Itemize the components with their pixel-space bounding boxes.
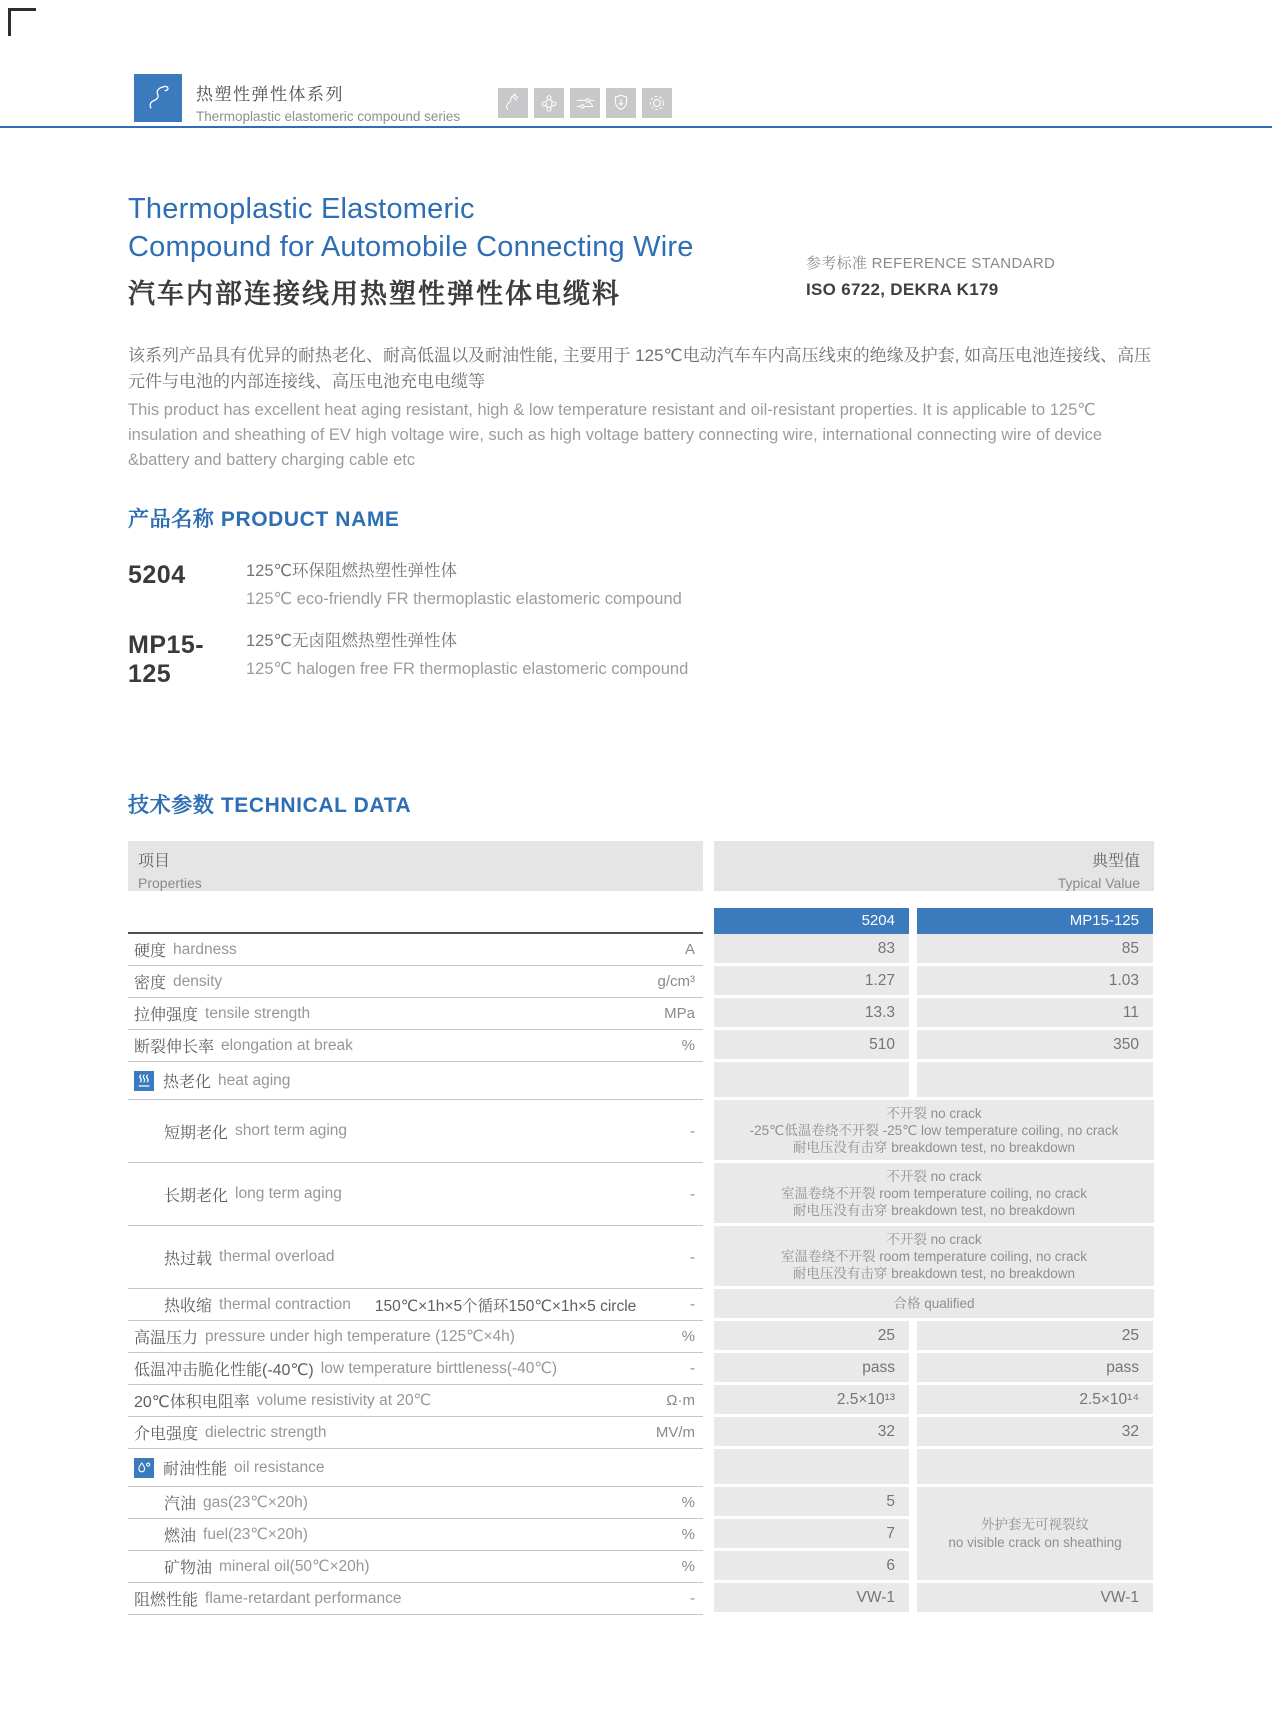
property-label-zh: 热收缩	[164, 1298, 213, 1315]
property-label-en: volume resistivity at 20℃	[256, 1392, 431, 1409]
value-mp15-125-merged	[917, 1487, 1153, 1580]
table-row	[128, 1385, 1154, 1417]
row-label-cell	[128, 1321, 703, 1353]
table-section-row	[128, 1062, 1154, 1100]
typical-value-header-en: Typical Value	[1057, 875, 1140, 891]
header-divider	[0, 126, 1272, 128]
table-row	[128, 1226, 1154, 1289]
property-unit: Ω·m	[666, 1392, 695, 1409]
merged-value-line: 合格 qualified	[893, 1296, 975, 1311]
row-label-cell	[128, 1030, 703, 1062]
series-title-en: Thermoplastic elastomeric compound series	[196, 109, 461, 124]
property-label-en: flame-retardant performance	[205, 1589, 402, 1607]
property-label-en: fuel(23℃×20h)	[203, 1526, 308, 1543]
property-label-zh: 矿物油	[164, 1560, 213, 1577]
gear-icon	[642, 88, 672, 118]
oil-resistance-group	[128, 1487, 1154, 1583]
merged-value-line: 不开裂 no crack	[886, 1105, 982, 1121]
table-row	[128, 998, 1154, 1030]
table-row	[128, 1551, 909, 1583]
merged-value	[714, 1163, 1154, 1223]
row-label-cell	[128, 1385, 703, 1417]
property-label-en: elongation at break	[221, 1036, 353, 1054]
merged-value-line: 耐电压没有击穿 breakdown test, no breakdown	[792, 1265, 1076, 1281]
properties-header-en: Properties	[138, 875, 202, 891]
product-intro-en: This product has excellent heat aging resistant, high & low temperature resistant and oil-resistant properties. It is applicable to 125℃ insulation and sheathing of EV high voltage wire, such as high voltage battery connecting wire, international connecting wire of device &battery and battery charging cable etc	[128, 401, 1103, 469]
property-label-zh: 长期老化	[164, 1187, 229, 1205]
column-header-5204: 5204	[714, 908, 909, 934]
row-label-cell	[128, 1163, 703, 1226]
property-label-zh: 热老化	[163, 1074, 212, 1091]
property-unit: -	[690, 1296, 695, 1313]
property-label-zh: 介电强度	[134, 1426, 199, 1443]
property-label-zh: 断裂伸长率	[134, 1039, 215, 1056]
value-5204	[714, 1449, 909, 1484]
table-row	[128, 1487, 909, 1519]
page-title-en-line1: Thermoplastic Elastomeric	[128, 193, 475, 225]
product-intro	[128, 343, 1154, 473]
value-5204: 1.27	[714, 966, 909, 995]
merged-value-line: 室温卷绕不开裂 room temperature coiling, no crack	[780, 1185, 1088, 1201]
property-label-en: thermal overload	[219, 1248, 335, 1265]
table-row	[128, 1519, 909, 1551]
circuit-icon	[570, 88, 600, 118]
value-5204: 2.5×10¹³	[714, 1385, 909, 1414]
header-icon-row	[498, 88, 672, 118]
row-label-cell	[128, 1289, 703, 1321]
value-mp15-125: 25	[917, 1321, 1153, 1350]
value-5204: 510	[714, 1030, 909, 1059]
property-label-zh: 热过载	[164, 1250, 213, 1268]
row-label-cell	[128, 1449, 703, 1487]
property-label-zh: 密度	[134, 975, 167, 992]
property-label-zh: 燃油	[164, 1528, 197, 1545]
oil-resistance-rows	[128, 1487, 909, 1583]
property-label-zh: 短期老化	[164, 1124, 229, 1142]
product-name-heading: 产品名称 PRODUCT NAME	[128, 508, 400, 531]
row-label-cell	[128, 1226, 703, 1289]
value-5204: 25	[714, 1321, 909, 1350]
reference-standard-value: ISO 6722, DEKRA K179	[806, 280, 999, 299]
property-unit: g/cm³	[657, 973, 695, 990]
property-label-en: short term aging	[235, 1122, 348, 1139]
value-5204: 83	[714, 934, 909, 963]
row-label-cell	[128, 998, 703, 1030]
property-label-en: oil resistance	[234, 1458, 325, 1476]
product-description-zh: 125℃无卤阻燃热塑性弹性体	[246, 632, 458, 650]
value-mp15-125: 1.03	[917, 966, 1153, 995]
value-5204: 13.3	[714, 998, 909, 1027]
technical-table-body	[128, 934, 1154, 1615]
property-label-zh: 耐油性能	[163, 1461, 228, 1478]
table-row	[128, 1100, 1154, 1163]
row-label-cell	[128, 1353, 703, 1385]
property-unit: %	[681, 1494, 695, 1511]
property-label-en: mineral oil(50℃×20h)	[219, 1558, 370, 1575]
product-description	[246, 627, 688, 689]
value-5204	[714, 1062, 909, 1097]
value-5204: 6	[714, 1551, 909, 1580]
page-title-en-line2: Compound for Automobile Connecting Wire	[128, 231, 694, 263]
value-5204: pass	[714, 1353, 909, 1382]
product-description	[246, 557, 682, 609]
product-item	[128, 557, 1154, 609]
reference-standard-label: 参考标准 REFERENCE STANDARD	[806, 255, 1056, 272]
product-intro-zh: 该系列产品具有优异的耐热老化、耐高低温以及耐油性能, 主要用于 125℃电动汽车车内高压线束的绝缘及护套, 如高压电池连接线、高压元件与电池的内部连接线、高压电池充电电缆等	[128, 346, 1152, 391]
column-header-mp15-125: MP15-125	[917, 908, 1153, 934]
table-row	[128, 1353, 1154, 1385]
value-mp15-125	[917, 1062, 1153, 1097]
property-unit: MV/m	[655, 1424, 695, 1441]
page-content	[128, 190, 1154, 1615]
shield-icon	[606, 88, 636, 118]
crop-corner-mark	[8, 8, 36, 36]
product-code: MP15-125	[128, 631, 205, 688]
value-5204: VW-1	[714, 1583, 909, 1612]
properties-header-zh: 项目	[138, 853, 171, 870]
value-mp15-125: 11	[917, 998, 1153, 1027]
table-row	[128, 966, 1154, 998]
table-row	[128, 934, 1154, 966]
value-mp15-125: 350	[917, 1030, 1153, 1059]
table-row	[128, 1583, 1154, 1615]
property-label-en: density	[173, 972, 223, 990]
row-label-cell	[128, 966, 703, 998]
row-label-cell	[128, 1551, 703, 1583]
property-label-en: pressure under high temperature (125℃×4h)	[205, 1328, 515, 1345]
table-row	[128, 1289, 1154, 1321]
table-row	[128, 1163, 1154, 1226]
property-label-zh: 拉伸强度	[134, 1007, 199, 1024]
property-label-zh: 高温压力	[134, 1330, 199, 1347]
property-label-zh: 阻燃性能	[134, 1592, 199, 1609]
table-column-header-row	[128, 908, 1154, 934]
page-title-zh: 汽车内部连接线用热塑性弹性体电缆料	[128, 279, 621, 309]
merged-value-line: 不开裂 no crack	[886, 1231, 982, 1247]
series-title	[196, 80, 460, 124]
row-label-cell	[128, 1100, 703, 1163]
technical-data-heading: 技术参数 TECHNICAL DATA	[128, 794, 412, 817]
properties-header	[128, 841, 703, 891]
property-unit: MPa	[664, 1005, 695, 1022]
value-mp15-125: 32	[917, 1417, 1153, 1446]
property-label-en: heat aging	[218, 1071, 291, 1089]
merged-value-line: 不开裂 no crack	[886, 1168, 982, 1184]
property-unit: -	[690, 1185, 695, 1203]
property-unit: %	[681, 1526, 695, 1543]
property-unit: -	[690, 1122, 695, 1140]
product-description-zh: 125℃环保阻燃热塑性弹性体	[246, 562, 458, 580]
property-label-en: hardness	[173, 940, 237, 958]
table-row	[128, 1030, 1154, 1062]
table-row	[128, 1417, 1154, 1449]
property-label-en: long term aging	[235, 1185, 342, 1202]
merged-value	[714, 1226, 1154, 1286]
test-condition: 150℃×1h×5个循环150℃×1h×5 circle	[374, 1297, 637, 1315]
value-mp15-125: 85	[917, 934, 1153, 963]
value-mp15-125: 2.5×10¹⁴	[917, 1385, 1153, 1414]
value-5204: 32	[714, 1417, 909, 1446]
property-label-en: gas(23℃×20h)	[203, 1494, 308, 1511]
value-5204: 7	[714, 1519, 909, 1548]
value-5204: 5	[714, 1487, 909, 1516]
value-mp15-125: pass	[917, 1353, 1153, 1382]
heat-icon	[134, 1071, 154, 1091]
row-label-cell	[128, 1417, 703, 1449]
product-description-en: 125℃ eco-friendly FR thermoplastic elastomeric compound	[246, 590, 682, 608]
row-label-cell	[128, 1487, 703, 1519]
table-header-row	[128, 841, 1154, 891]
property-label-zh: 硬度	[134, 943, 167, 960]
merged-value-line: 外护套无可视裂纹	[981, 1516, 1089, 1532]
property-label-en: tensile strength	[205, 1004, 311, 1022]
wire-squiggle-icon	[139, 79, 177, 117]
cable-icon	[498, 88, 528, 118]
product-item	[128, 627, 1154, 689]
property-label-en: low temperature birttleness(-40℃)	[320, 1360, 557, 1377]
merged-value	[714, 1289, 1154, 1318]
typical-value-header	[714, 841, 1154, 891]
merged-value	[714, 1100, 1154, 1160]
row-label-cell	[128, 934, 703, 966]
product-code: 5204	[128, 561, 186, 589]
value-mp15-125	[917, 1449, 1153, 1484]
property-label-zh: 汽油	[164, 1496, 197, 1513]
property-unit: %	[681, 1558, 695, 1575]
table-section-row	[128, 1449, 1154, 1487]
molecule-icon	[534, 88, 564, 118]
value-mp15-125: VW-1	[917, 1583, 1153, 1612]
merged-value-line: -25℃低温卷绕不开裂 -25℃ low temperature coiling, no crack	[749, 1122, 1119, 1138]
property-unit: -	[690, 1590, 695, 1607]
merged-value-line: 耐电压没有击穿 breakdown test, no breakdown	[792, 1202, 1076, 1218]
table-row	[128, 1321, 1154, 1353]
reference-standard-block	[806, 252, 1055, 300]
series-logo	[134, 74, 182, 122]
property-unit: A	[684, 941, 695, 958]
merged-value-line: no visible crack on sheathing	[948, 1534, 1122, 1550]
property-unit: %	[681, 1037, 695, 1054]
product-description-en: 125℃ halogen free FR thermoplastic elastomeric compound	[246, 660, 689, 678]
row-label-cell	[128, 1519, 703, 1551]
merged-value-line: 耐电压没有击穿 breakdown test, no breakdown	[792, 1139, 1076, 1155]
property-label-zh: 低温冲击脆化性能(-40℃)	[134, 1362, 314, 1379]
property-label-en: thermal contraction	[219, 1295, 351, 1313]
merged-value-line: 室温卷绕不开裂 room temperature coiling, no crack	[780, 1248, 1088, 1264]
property-unit: -	[690, 1248, 695, 1266]
series-title-zh: 热塑性弹性体系列	[196, 85, 344, 104]
property-unit: -	[690, 1360, 695, 1377]
column-header-spacer	[128, 908, 703, 934]
row-label-cell	[128, 1583, 703, 1615]
oil-icon	[134, 1458, 154, 1478]
row-label-cell	[128, 1062, 703, 1100]
property-label-zh: 20℃体积电阻率	[134, 1394, 250, 1411]
property-label-en: dielectric strength	[205, 1423, 327, 1441]
typical-value-header-zh: 典型值	[1091, 853, 1140, 870]
property-unit: %	[681, 1328, 695, 1345]
